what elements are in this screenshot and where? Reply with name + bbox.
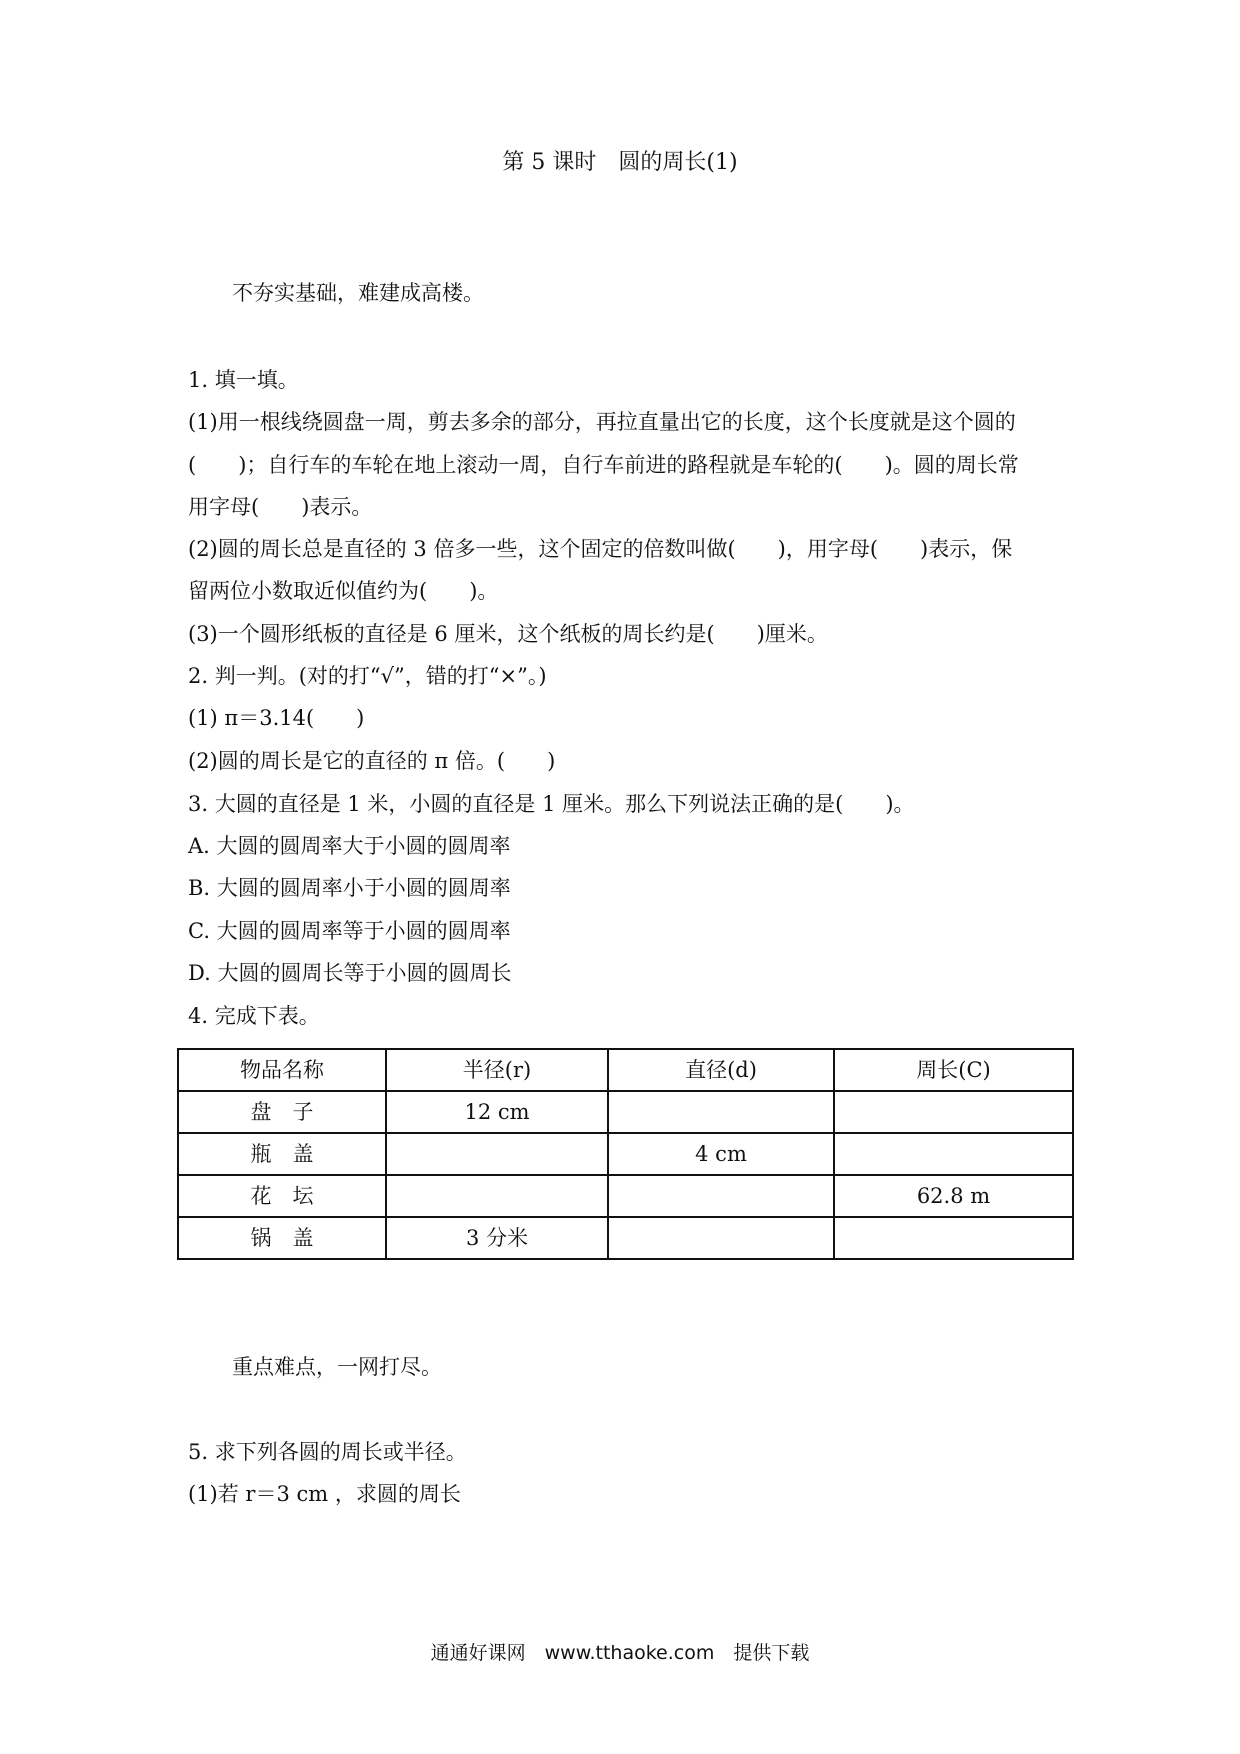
question-1-part-3: (3)一个圆形纸板的直径是 6 厘米，这个纸板的周长约是( )厘米。 [188, 622, 828, 646]
table-cell: 瓶 盖 [178, 1133, 386, 1175]
section-motto-key-points: 重点难点，一网打尽。 [232, 1355, 442, 1379]
table-cell: 3 分米 [386, 1217, 608, 1259]
table-cell [834, 1133, 1073, 1175]
table-cell [386, 1175, 608, 1217]
question-1-part-1-line-2: ( )；自行车的车轮在地上滚动一周，自行车前进的路程就是车轮的( )。圆的周长常 [188, 453, 1019, 477]
table-cell [608, 1217, 834, 1259]
question-4-heading: 4. 完成下表。 [188, 1004, 320, 1028]
question-3-option-d: D. 大圆的圆周长等于小圆的圆周长 [188, 961, 512, 985]
question-3-option-c: C. 大圆的圆周率等于小圆的圆周率 [188, 919, 511, 943]
page-footer: 通通好课网 www.tthaoke.com 提供下载 [430, 1642, 810, 1664]
question-2-heading: 2. 判一判。(对的打“√”，错的打“×”。) [188, 664, 547, 688]
table-cell: 12 cm [386, 1091, 608, 1133]
circle-measurement-table [177, 1048, 1074, 1260]
table-cell [834, 1217, 1073, 1259]
table-row [178, 1091, 1073, 1133]
question-1-part-2-line-2: 留两位小数取近似值约为( )。 [188, 579, 499, 603]
question-3-option-a: A. 大圆的圆周率大于小圆的圆周率 [188, 834, 511, 858]
question-5-part-1: (1)若 r＝3 cm ，求圆的周长 [188, 1482, 461, 1506]
question-3-option-b: B. 大圆的圆周率小于小圆的圆周率 [188, 876, 511, 900]
question-1-part-1-line-3: 用字母( )表示。 [188, 495, 373, 519]
table-header-cell: 物品名称 [178, 1049, 386, 1091]
question-1-part-2-line-1: (2)圆的周长总是直径的 3 倍多一些，这个固定的倍数叫做( )，用字母( )表示，保 [188, 537, 1013, 561]
table-header-cell: 周长(C) [834, 1049, 1073, 1091]
question-3-heading: 3. 大圆的直径是 1 米，小圆的直径是 1 厘米。那么下列说法正确的是( )。 [188, 792, 915, 816]
table-row [178, 1133, 1073, 1175]
table-row [178, 1175, 1073, 1217]
table-header-cell: 直径(d) [608, 1049, 834, 1091]
table-row [178, 1217, 1073, 1259]
table-cell [834, 1091, 1073, 1133]
table-cell: 盘 子 [178, 1091, 386, 1133]
table-cell [608, 1175, 834, 1217]
question-5-heading: 5. 求下列各圆的周长或半径。 [188, 1440, 467, 1464]
question-1-part-1-line-1: (1)用一根线绕圆盘一周，剪去多余的部分，再拉直量出它的长度，这个长度就是这个圆的 [188, 410, 1016, 434]
table-cell: 花 坛 [178, 1175, 386, 1217]
table-header-cell: 半径(r) [386, 1049, 608, 1091]
page-title: 第 5 课时 圆的周长(1) [502, 150, 738, 175]
question-1-heading: 1. 填一填。 [188, 368, 299, 392]
table-header-row [178, 1049, 1073, 1091]
table-cell [608, 1091, 834, 1133]
section-motto-foundation: 不夯实基础，难建成高楼。 [232, 281, 484, 305]
question-2-part-2: (2)圆的周长是它的直径的 π 倍。( ) [188, 749, 556, 773]
table-cell: 锅 盖 [178, 1217, 386, 1259]
table-cell: 4 cm [608, 1133, 834, 1175]
question-2-part-1: (1) π＝3.14( ) [188, 706, 365, 730]
table-cell [386, 1133, 608, 1175]
table-cell: 62.8 m [834, 1175, 1073, 1217]
